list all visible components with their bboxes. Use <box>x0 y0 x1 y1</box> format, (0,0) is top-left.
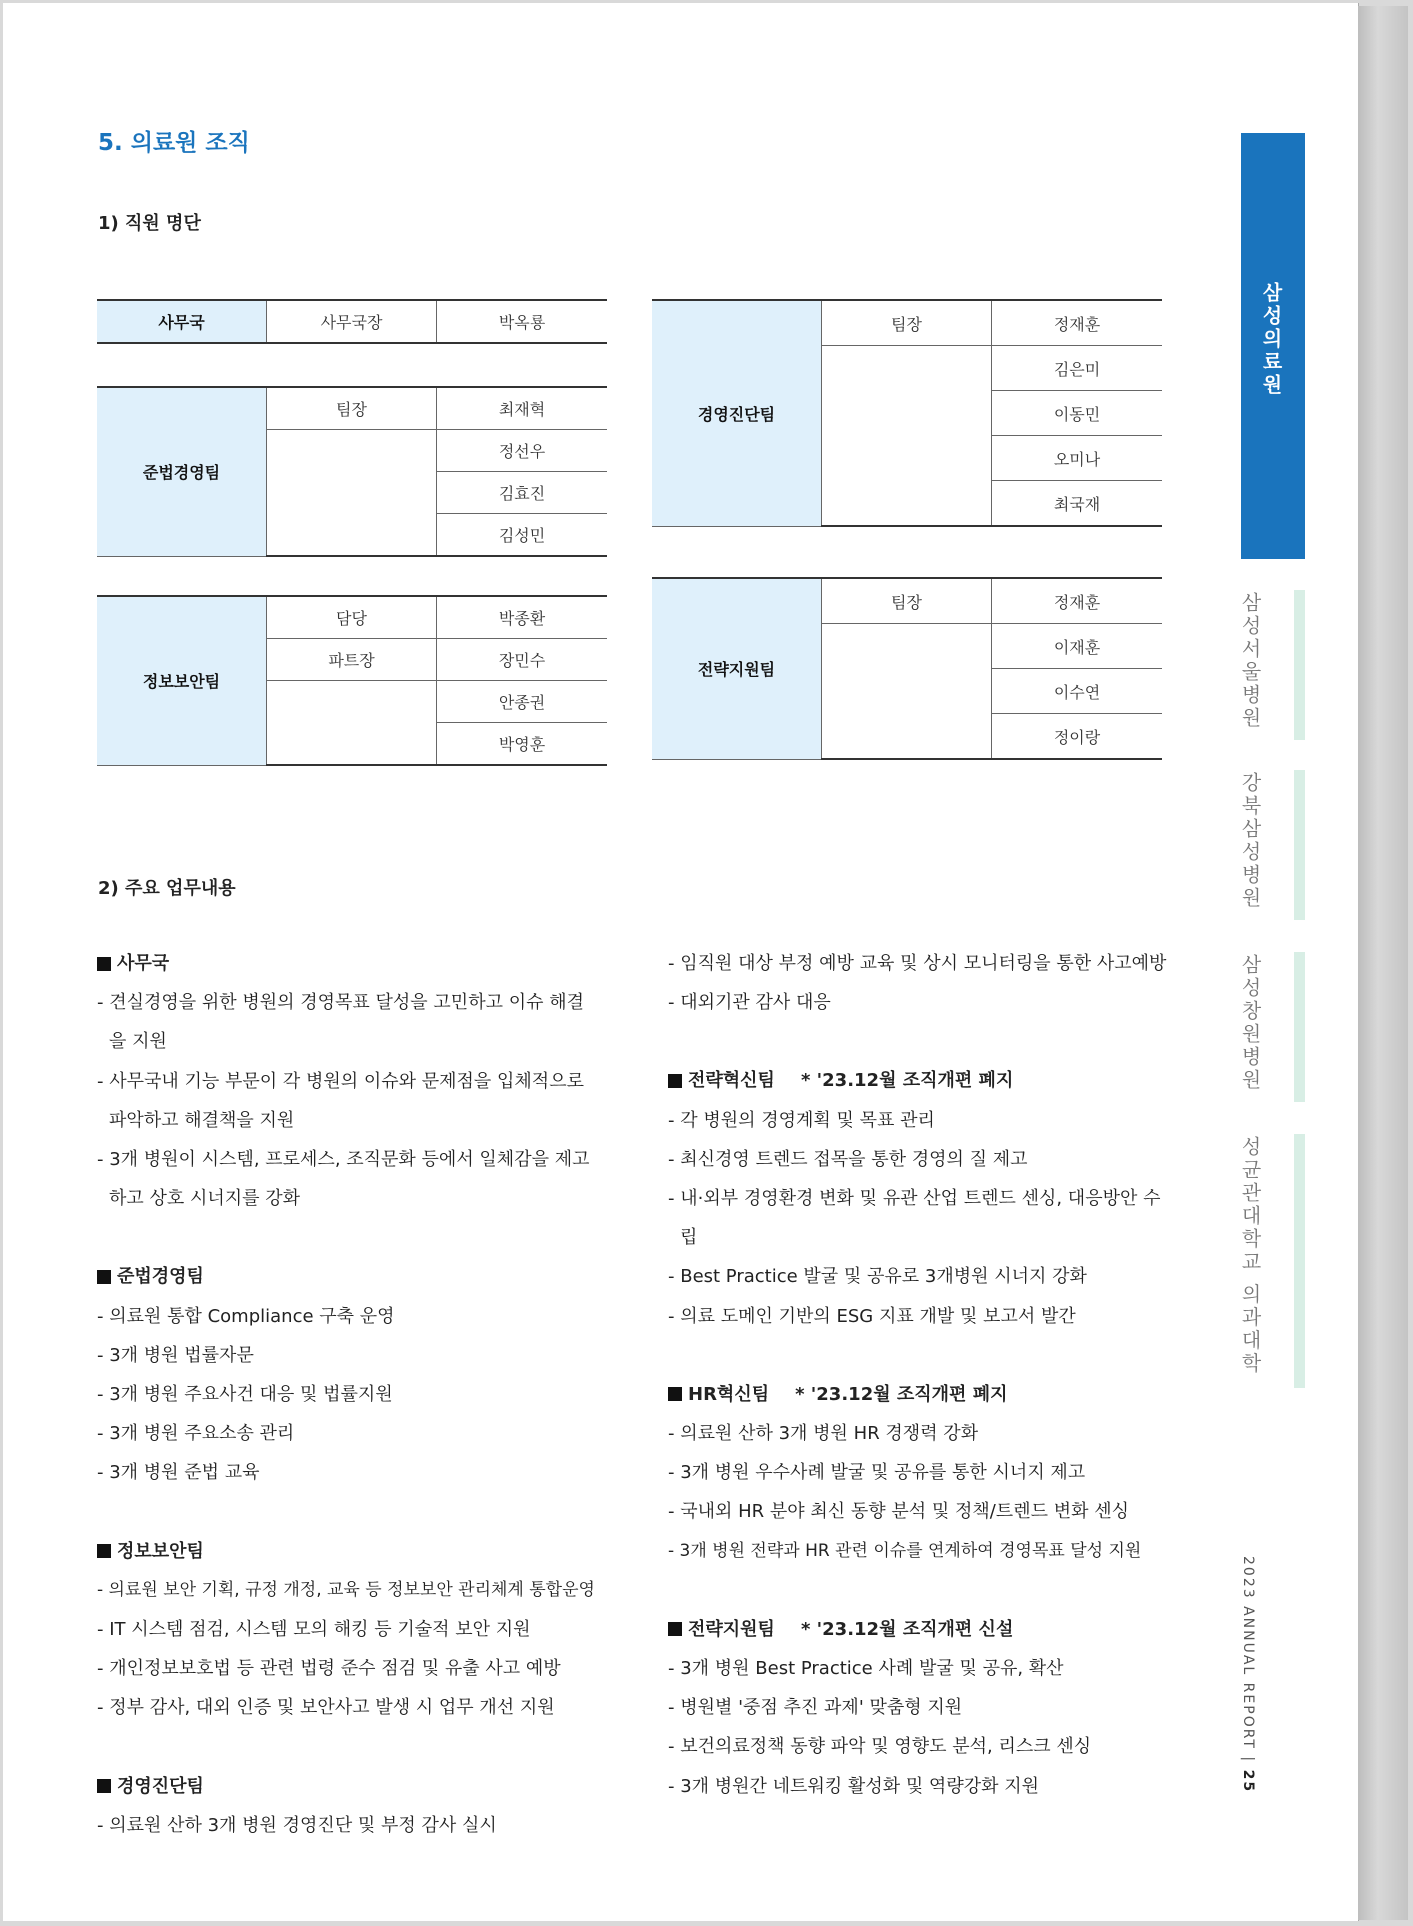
hr-heading: HR혁신팀 * '23.12월 조직개편 폐지 <box>668 1375 1168 1414</box>
report-title: 2023 ANNUAL REPORT <box>1240 1556 1256 1750</box>
list-item: - 3개 병원 Best Practice 사례 발굴 및 공유, 확산 <box>668 1658 1064 1680</box>
jeongbo-heading: 정보보안팀 <box>97 1532 597 1571</box>
dept-cell: 준법경영팀 <box>97 387 267 556</box>
footer-report <box>1240 1556 1256 1793</box>
name-cell: 이동민 <box>992 391 1163 436</box>
list-item: - 3개 병원 법률자문 <box>97 1344 254 1366</box>
left-column <box>97 944 597 1845</box>
square-bullet-icon <box>97 1270 111 1284</box>
name-cell: 정재훈 <box>992 300 1163 346</box>
list-item: - 3개 병원간 네트워킹 활성화 및 역량강화 지원 <box>668 1775 1039 1797</box>
name-cell: 김효진 <box>437 472 608 514</box>
square-bullet-icon <box>668 1074 682 1088</box>
name-cell: 최국재 <box>992 481 1163 527</box>
list-item: - Best Practice 발굴 및 공유로 3개병원 시너지 강화 <box>668 1266 1087 1288</box>
list-item: - 각 병원의 경영계획 및 목표 관리 <box>668 1109 935 1131</box>
list-item: - 3개 병원 준법 교육 <box>97 1462 260 1484</box>
dept-cell: 사무국 <box>97 300 267 343</box>
list-item: - 병원별 '중점 추진 과제' 맞춤형 지원 <box>668 1697 963 1719</box>
role-cell: 팀장 <box>822 300 992 346</box>
list-item: - 사무국내 기능 부문이 각 병원의 이슈와 문제점을 입체적으로 파악하고 해결책을 지원 <box>97 1070 584 1131</box>
list-item: - 의료 도메인 기반의 ESG 지표 개발 및 보고서 발간 <box>668 1305 1076 1327</box>
name-cell: 안종권 <box>437 681 608 723</box>
role-cell: 담당 <box>267 596 437 639</box>
empty-cell <box>267 681 437 766</box>
list-item: - 국내외 HR 분야 최신 동향 분석 및 정책/트렌드 변화 센싱 <box>668 1501 1129 1523</box>
dept-cell: 경영진단팀 <box>652 300 822 526</box>
side-tab-bar <box>1294 770 1305 920</box>
report-separator: | <box>1240 1749 1256 1770</box>
subsection-staff-list: 1) 직원 명단 <box>98 213 201 234</box>
side-tab-changwon[interactable]: 삼성창원병원 <box>1238 954 1262 1092</box>
square-bullet-icon <box>97 1779 111 1793</box>
list-item: - 임직원 대상 부정 예방 교육 및 상시 모니터링을 통한 사고예방 <box>668 953 1167 974</box>
name-cell: 이재훈 <box>992 624 1163 669</box>
list-item: - 개인정보보호법 등 관련 법령 준수 점검 및 유출 사고 예방 <box>97 1658 561 1680</box>
side-tab-bar <box>1294 1134 1305 1388</box>
square-bullet-icon <box>668 1622 682 1636</box>
list-item: - IT 시스템 점검, 시스템 모의 해킹 등 기술적 보안 지원 <box>97 1619 531 1641</box>
name-cell: 정선우 <box>437 430 608 472</box>
side-tab-bar <box>1294 590 1305 740</box>
name-cell: 박옥룡 <box>437 300 608 343</box>
empty-cell <box>822 346 992 527</box>
list-item: - 3개 병원 주요사건 대응 및 법률지원 <box>97 1384 393 1406</box>
list-item: - 견실경영을 위한 병원의 경영목표 달성을 고민하고 이슈 해결을 지원 <box>97 992 584 1053</box>
square-bullet-icon <box>97 1544 111 1558</box>
list-item: - 정부 감사, 대외 인증 및 보안사고 발생 시 업무 개선 지원 <box>97 1697 555 1719</box>
role-cell: 팀장 <box>822 578 992 624</box>
table-samu <box>97 299 607 344</box>
page-edge <box>1358 6 1408 1920</box>
list-item: - 의료원 통합 Compliance 구축 운영 <box>97 1305 395 1327</box>
name-cell: 김성민 <box>437 514 608 557</box>
list-item: - 3개 병원 전략과 HR 관련 이슈를 연계하여 경영목표 달성 지원 <box>668 1540 1142 1561</box>
role-cell: 파트장 <box>267 639 437 681</box>
list-item: - 최신경영 트렌드 접목을 통한 경영의 질 제고 <box>668 1148 1028 1170</box>
role-cell: 사무국장 <box>267 300 437 343</box>
table-gyeongyeong <box>652 299 1162 527</box>
name-cell: 정이랑 <box>992 714 1163 760</box>
list-item: - 보건의료정책 동향 파악 및 영향도 분석, 리스크 센싱 <box>668 1736 1092 1758</box>
list-item: - 내·외부 경영환경 변화 및 유관 산업 트렌드 센싱, 대응방안 수립 <box>668 1188 1161 1249</box>
list-item: - 3개 병원이 시스템, 프로세스, 조직문화 등에서 일체감을 제고하고 상호 시너지를 강화 <box>97 1149 590 1210</box>
name-cell: 김은미 <box>992 346 1163 391</box>
side-tab-active-label: 삼성의료원 <box>1259 282 1283 397</box>
list-item: - 3개 병원 주요소송 관리 <box>97 1423 295 1445</box>
empty-cell <box>267 430 437 557</box>
name-cell: 이수연 <box>992 669 1163 714</box>
page-number: 25 <box>1240 1769 1256 1794</box>
jiwon-heading: 전략지원팀 * '23.12월 조직개편 신설 <box>668 1610 1168 1649</box>
gyeong-heading: 경영진단팀 <box>97 1767 597 1806</box>
subsection-main-duties: 2) 주요 업무내용 <box>98 878 236 899</box>
dept-cell: 전략지원팀 <box>652 578 822 759</box>
list-item: - 의료원 산하 3개 병원 HR 경쟁력 강화 <box>668 1423 979 1445</box>
side-tab-samsung-seoul[interactable]: 삼성서울병원 <box>1238 592 1262 730</box>
name-cell: 박영훈 <box>437 723 608 766</box>
section-title: 5. 의료원 조직 <box>98 130 250 156</box>
empty-cell <box>822 624 992 760</box>
name-cell: 장민수 <box>437 639 608 681</box>
right-column <box>668 944 1168 1806</box>
square-bullet-icon <box>97 957 111 971</box>
table-jeongbo <box>97 595 607 766</box>
list-item: - 3개 병원 우수사례 발굴 및 공유를 통한 시너지 제고 <box>668 1462 1086 1484</box>
role-cell: 팀장 <box>267 387 437 430</box>
name-cell: 정재훈 <box>992 578 1163 624</box>
list-item: - 의료원 산하 3개 병원 경영진단 및 부정 감사 실시 <box>97 1814 497 1836</box>
junbeop-heading: 준법경영팀 <box>97 1257 597 1296</box>
side-tab-kangbuk[interactable]: 강북삼성병원 <box>1238 772 1262 910</box>
name-cell: 오미나 <box>992 436 1163 481</box>
list-item: - 의료원 보안 기획, 규정 개정, 교육 등 정보보안 관리체계 통합운영 <box>97 1579 595 1600</box>
side-tab-skku-medicine[interactable]: 성균관대학교 의과대학 <box>1238 1136 1262 1376</box>
name-cell: 박종환 <box>437 596 608 639</box>
square-bullet-icon <box>668 1387 682 1401</box>
name-cell: 최재혁 <box>437 387 608 430</box>
table-jeollyak <box>652 577 1162 760</box>
dept-cell: 정보보안팀 <box>97 596 267 765</box>
list-item: - 대외기관 감사 대응 <box>668 992 831 1014</box>
side-tab-bar <box>1294 952 1305 1102</box>
jeollyakhyeok-heading: 전략혁신팀 * '23.12월 조직개편 폐지 <box>668 1061 1168 1100</box>
samu-heading: 사무국 <box>97 944 597 983</box>
table-junbeop <box>97 386 607 557</box>
